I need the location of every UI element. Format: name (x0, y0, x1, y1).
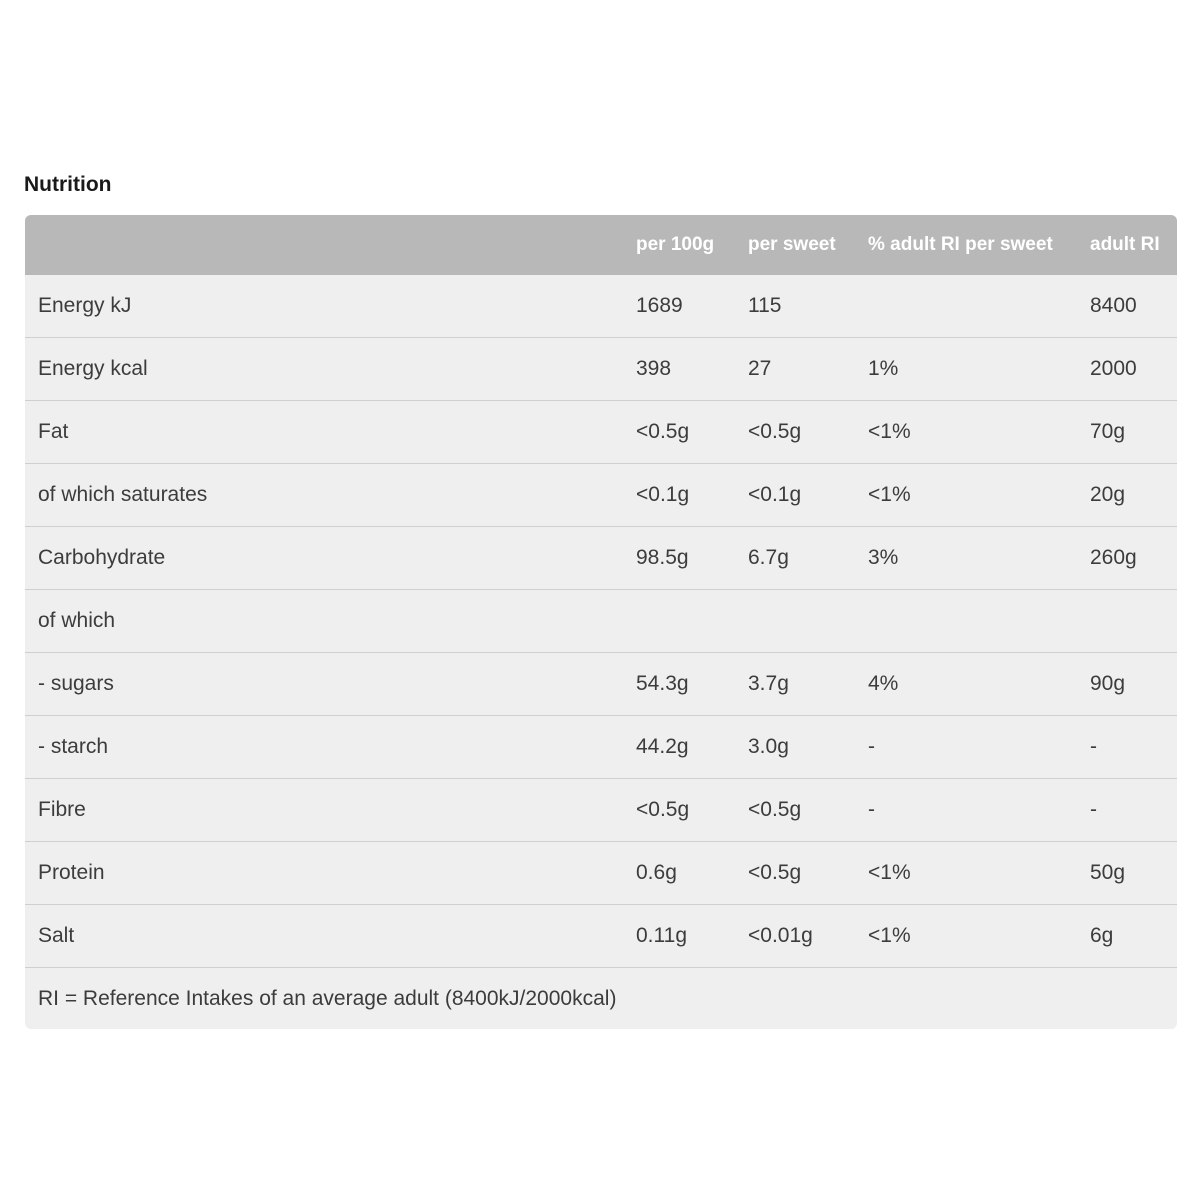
ri-percent-value: 1% (868, 357, 899, 380)
per-100g-value: 0.6g (636, 861, 677, 884)
nutrient-name: Energy kcal (38, 357, 148, 380)
adult-ri-value: 20g (1090, 483, 1126, 506)
per-sweet-value: <0.1g (748, 483, 802, 506)
per-sweet-value: 3.0g (748, 735, 789, 758)
table-row (25, 905, 1177, 968)
per-100g-value: 0.11g (636, 924, 687, 947)
ri-percent-value: - (868, 735, 875, 758)
adult-ri-value: 70g (1090, 420, 1126, 443)
table-row (25, 401, 1177, 464)
ri-percent-value: <1% (868, 861, 911, 884)
header-cell-per-sweet: per sweet (748, 234, 836, 255)
table-row (25, 527, 1177, 590)
footnote: RI = Reference Intakes of an average adult (8400kJ/2000kcal) (38, 987, 617, 1010)
nutrient-name: - sugars (38, 672, 114, 695)
ri-percent-value: 3% (868, 546, 899, 569)
table-row (25, 275, 1177, 338)
adult-ri-value: 6g (1090, 924, 1114, 947)
table-row (25, 842, 1177, 905)
per-100g-value: 398 (636, 357, 672, 380)
table-footnote-row (25, 968, 1177, 1029)
per-sweet-value: 115 (748, 294, 782, 317)
header-cell-ri-per-sweet: % adult RI per sweet (868, 234, 1053, 255)
adult-ri-value: 8400 (1090, 294, 1137, 317)
adult-ri-value: 90g (1090, 672, 1126, 695)
ri-percent-value: 4% (868, 672, 899, 695)
nutrient-name: Salt (38, 924, 75, 947)
adult-ri-value: 50g (1090, 861, 1126, 884)
per-sweet-value: 27 (748, 357, 772, 380)
nutrient-name: Protein (38, 861, 105, 884)
adult-ri-value: - (1090, 735, 1097, 758)
nutrient-name: Fat (38, 420, 69, 443)
per-sweet-value: 3.7g (748, 672, 789, 695)
table-row (25, 590, 1177, 653)
header-cell-adult-ri: adult RI (1090, 234, 1160, 255)
ri-percent-value: - (868, 798, 875, 821)
table-row (25, 716, 1177, 779)
per-100g-value: 1689 (636, 294, 683, 317)
nutrient-name: of which saturates (38, 483, 208, 506)
per-100g-value: <0.1g (636, 483, 690, 506)
nutrient-name: Carbohydrate (38, 546, 166, 569)
nutrient-name: Energy kJ (38, 294, 132, 317)
per-100g-value: <0.5g (636, 798, 690, 821)
table-header (25, 215, 1177, 275)
table-row (25, 779, 1177, 842)
per-sweet-value: <0.5g (748, 798, 802, 821)
nutrient-name: - starch (38, 735, 109, 758)
nutrient-name: of which (38, 609, 116, 632)
table-row (25, 338, 1177, 401)
ri-percent-value: <1% (868, 420, 911, 443)
header-cell-per-100g: per 100g (636, 234, 715, 255)
per-100g-value: 54.3g (636, 672, 689, 695)
page-title: Nutrition (24, 173, 112, 196)
per-sweet-value: 6.7g (748, 546, 789, 569)
nutrient-name: Fibre (38, 798, 86, 821)
per-100g-value: 98.5g (636, 546, 689, 569)
ri-percent-value: <1% (868, 924, 911, 947)
per-sweet-value: <0.5g (748, 420, 802, 443)
table-row (25, 464, 1177, 527)
adult-ri-value: - (1090, 798, 1097, 821)
per-sweet-value: <0.5g (748, 861, 802, 884)
per-sweet-value: <0.01g (748, 924, 813, 947)
per-100g-value: 44.2g (636, 735, 689, 758)
adult-ri-value: 2000 (1090, 357, 1137, 380)
adult-ri-value: 260g (1090, 546, 1137, 569)
nutrition-table (25, 215, 1177, 1029)
ri-percent-value: <1% (868, 483, 911, 506)
per-100g-value: <0.5g (636, 420, 690, 443)
table-row (25, 653, 1177, 716)
